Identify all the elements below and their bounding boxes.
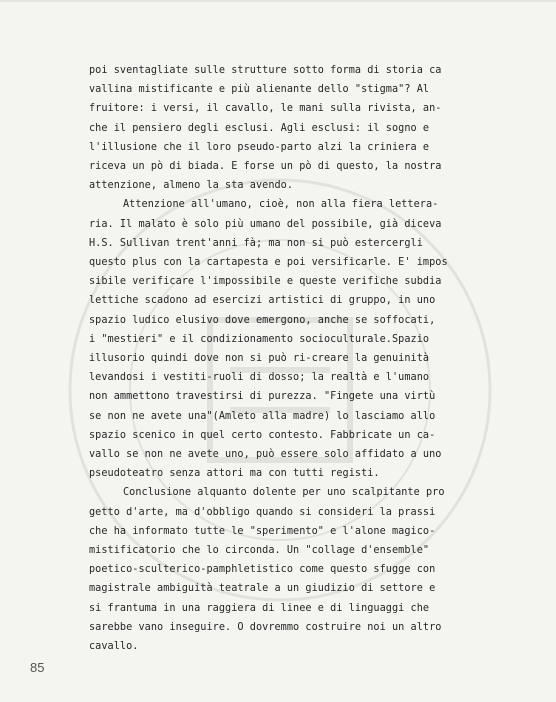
page-number: 85 [30,660,45,675]
text-line: H.S. Sullivan trent'anni fà; ma non si può estercergli [89,237,423,249]
text-line: getto d'arte, ma d'obbligo quando si consideri la prassi [89,506,436,518]
text-line: sarebbe vano inseguire. O dovremmo costruire noi un altro [89,621,442,633]
text-line: cavallo. [89,641,139,653]
text-line: se non ne avete una"(Amleto alla madre) lo lasciamo allo [89,410,436,422]
text-line: Attenzione all'umano, cioè, non alla fiera lettera- [123,199,439,211]
text-line: l'illusione che il loro pseudo-parto alzi la criniera e [89,141,430,153]
text-line: ria. Il malato è solo più umano del possibile, già diceva [89,218,442,230]
text-line: attenzione, almeno la sta avendo. [89,180,294,192]
typewritten-text [89,61,509,656]
text-line: sibile verificare l'impossibile e queste verifiche subdia [89,276,442,288]
text-line: spazio scenico in quel certo contesto. Fabbricate un ca- [89,429,436,441]
text-line: poetico-sculterico-pamphletistico come questo sfugge con [89,564,436,576]
page-edge [0,0,556,2]
text-line: questo plus con la cartapesta e poi versificarle. E' impos [89,257,448,269]
text-line: i "mestieri" e il condizionamento socioculturale.Spazio [89,333,430,345]
text-line: levandosi i vestiti-ruoli di dosso; la realtà e l'umano [89,372,430,384]
text-line: vallo se non ne avete uno, può essere solo affidato a uno [89,449,442,461]
paragraph-3 [89,483,509,656]
text-line: vallina mistificante e più alienante dello "stigma"? Al [89,84,430,96]
text-line: magistrale ambiguità teatrale a un giudizio di settore e [89,583,436,595]
text-line: illusorio quindi dove non si può ri-creare la genuinità [89,353,430,365]
text-line: Conclusione alquanto dolente per uno scalpitante pro [123,487,445,499]
text-line: spazio ludico elusivo dove emergono, anche se soffocati, [89,314,436,326]
text-line: mistificatorio che lo circonda. Un "collage d'ensemble" [89,545,430,557]
text-line: che ha informato tutte le "sperimento" e l'alone magico- [89,525,436,537]
text-line: poi sventagliate sulle strutture sotto forma di storia ca [89,65,442,76]
text-line: riceva un pò di biada. E forse un pò di questo, la nostra [89,161,442,173]
text-line: che il pensiero degli esclusi. Agli esclusi: il sogno e [89,122,430,134]
text-line: lettiche scadono ad esercizi artistici di gruppo, in uno [89,295,436,307]
paragraph-2 [89,195,509,483]
text-line: non ammettono travestirsi di purezza. "Fingete una virtù [89,391,436,403]
text-line: fruitore: i versi, il cavallo, le mani sulla rivista, an- [89,103,442,115]
text-line: pseudoteatro senza attori ma con tutti registi. [89,468,380,480]
paragraph-1 [89,61,509,195]
text-line: si frantuma in una raggiera di linee e di linguaggi che [89,602,430,614]
